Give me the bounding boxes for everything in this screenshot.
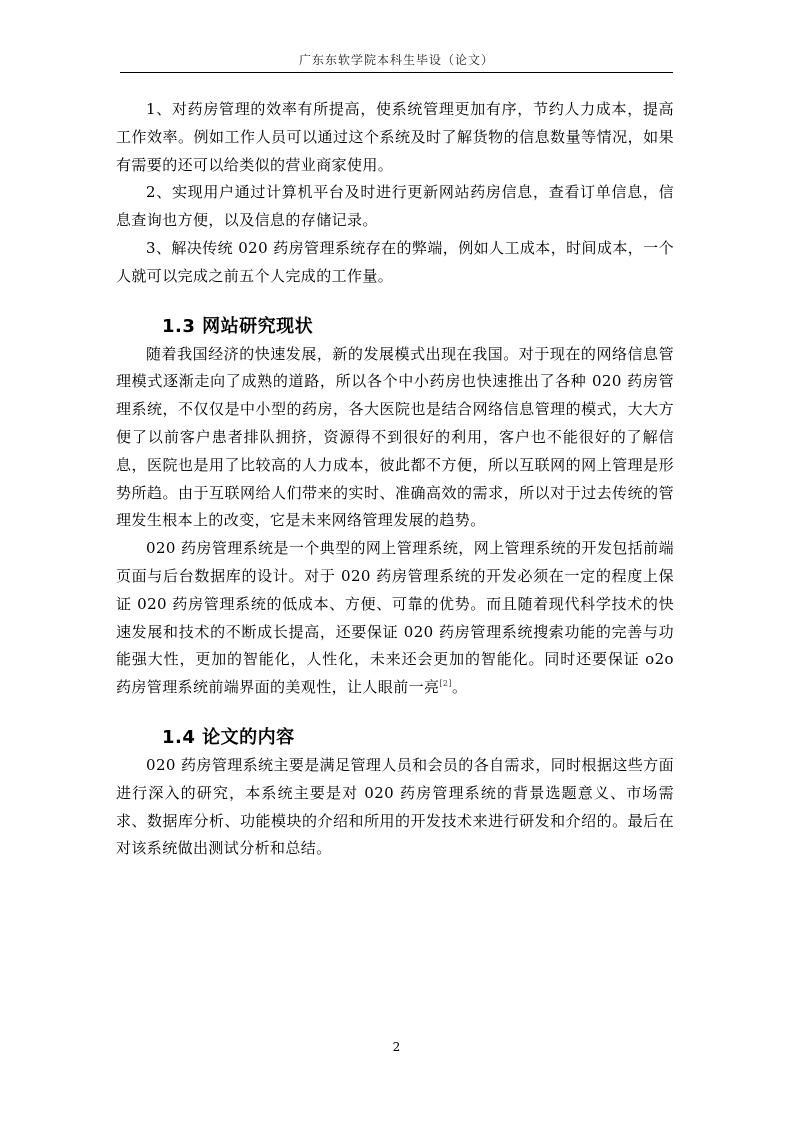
section-1-3-paragraph-2-text: 020 药房管理系统是一个典型的网上管理系统，网上管理系统的开发包括前端页面与后台数据库的设计。对于 020 药房管理系统的开发必须在一定的程度上保证 020 药房管理系统的低成本、方便、可靠的优势。而且随着现代科学技术的快速发展和技术的不断成长提高，还要保证 020 药房管理系统搜索功能的完善与功能强大性，更加的智能化，人性化，未来还会更加的智能化。同时还要保证 o2o 药房管理系统前端界面的美观性，让人眼前一亮 [116,539,674,697]
section-1-3-paragraph-2 [116,535,674,702]
citation-reference[interactable]: [2] [439,679,452,689]
intro-paragraph-1: 1、对药房管理的效率有所提高，使系统管理更加有序，节约人力成本，提高工作效率。例如工作人员可以通过这个系统及时了解货物的信息数量等情况，如果有需要的还可以给类似的营业商家使用。 [116,100,674,174]
intro-paragraph-3: 3、解决传统 020 药房管理系统存在的弊端，例如人工成本，时间成本，一个人就可以完成之前五个人完成的工作量。 [116,238,674,285]
running-header: 广东东软学院本科生毕设（论文） [298,53,494,67]
section-1-3-paragraph-1: 随着我国经济的快速发展，新的发展模式出现在我国。对于现在的网络信息管理模式逐渐走向了成熟的道路，所以各个中小药房也快速推出了各种 020 药房管理系统，不仅仅是中小型的药房，各大医院也是结合网络信息管理的模式，大大方便了以前客户患者排队拥挤，资源得不到很好的利用，客户也不能很好的了解信息，医院也是用了比较高的人力成本，彼此都不方便，所以互联网的网上管理是形势所趋。由于互联网给人们带来的实时、准确高效的需求，所以对于过去传统的管理发生根本上的改变，它是未来网络管理发展的趋势。 [116,344,674,530]
section-heading-1-4: 1.4 论文的内容 [162,726,295,748]
section-heading-1-3: 1.3 网站研究现状 [162,315,314,337]
section-1-3-paragraph-2-end: 。 [451,678,468,697]
page-body [116,96,674,863]
section-1-4-paragraph-1: 020 药房管理系统主要是满足管理人员和会员的各自需求，同时根据这些方面进行深入的研究，本系统主要是对 020 药房管理系统的背景选题意义、市场需求、数据库分析、功能模块的介绍和所用的开发技术来进行研发和介绍的。最后在对该系统做出测试分析和总结。 [116,755,674,858]
header-rule [120,72,673,73]
page-number: 2 [392,1040,401,1054]
intro-paragraph-2: 2、实现用户通过计算机平台及时进行更新网站药房信息，查看订单信息，信息查询也方便，以及信息的存储记录。 [116,183,674,230]
